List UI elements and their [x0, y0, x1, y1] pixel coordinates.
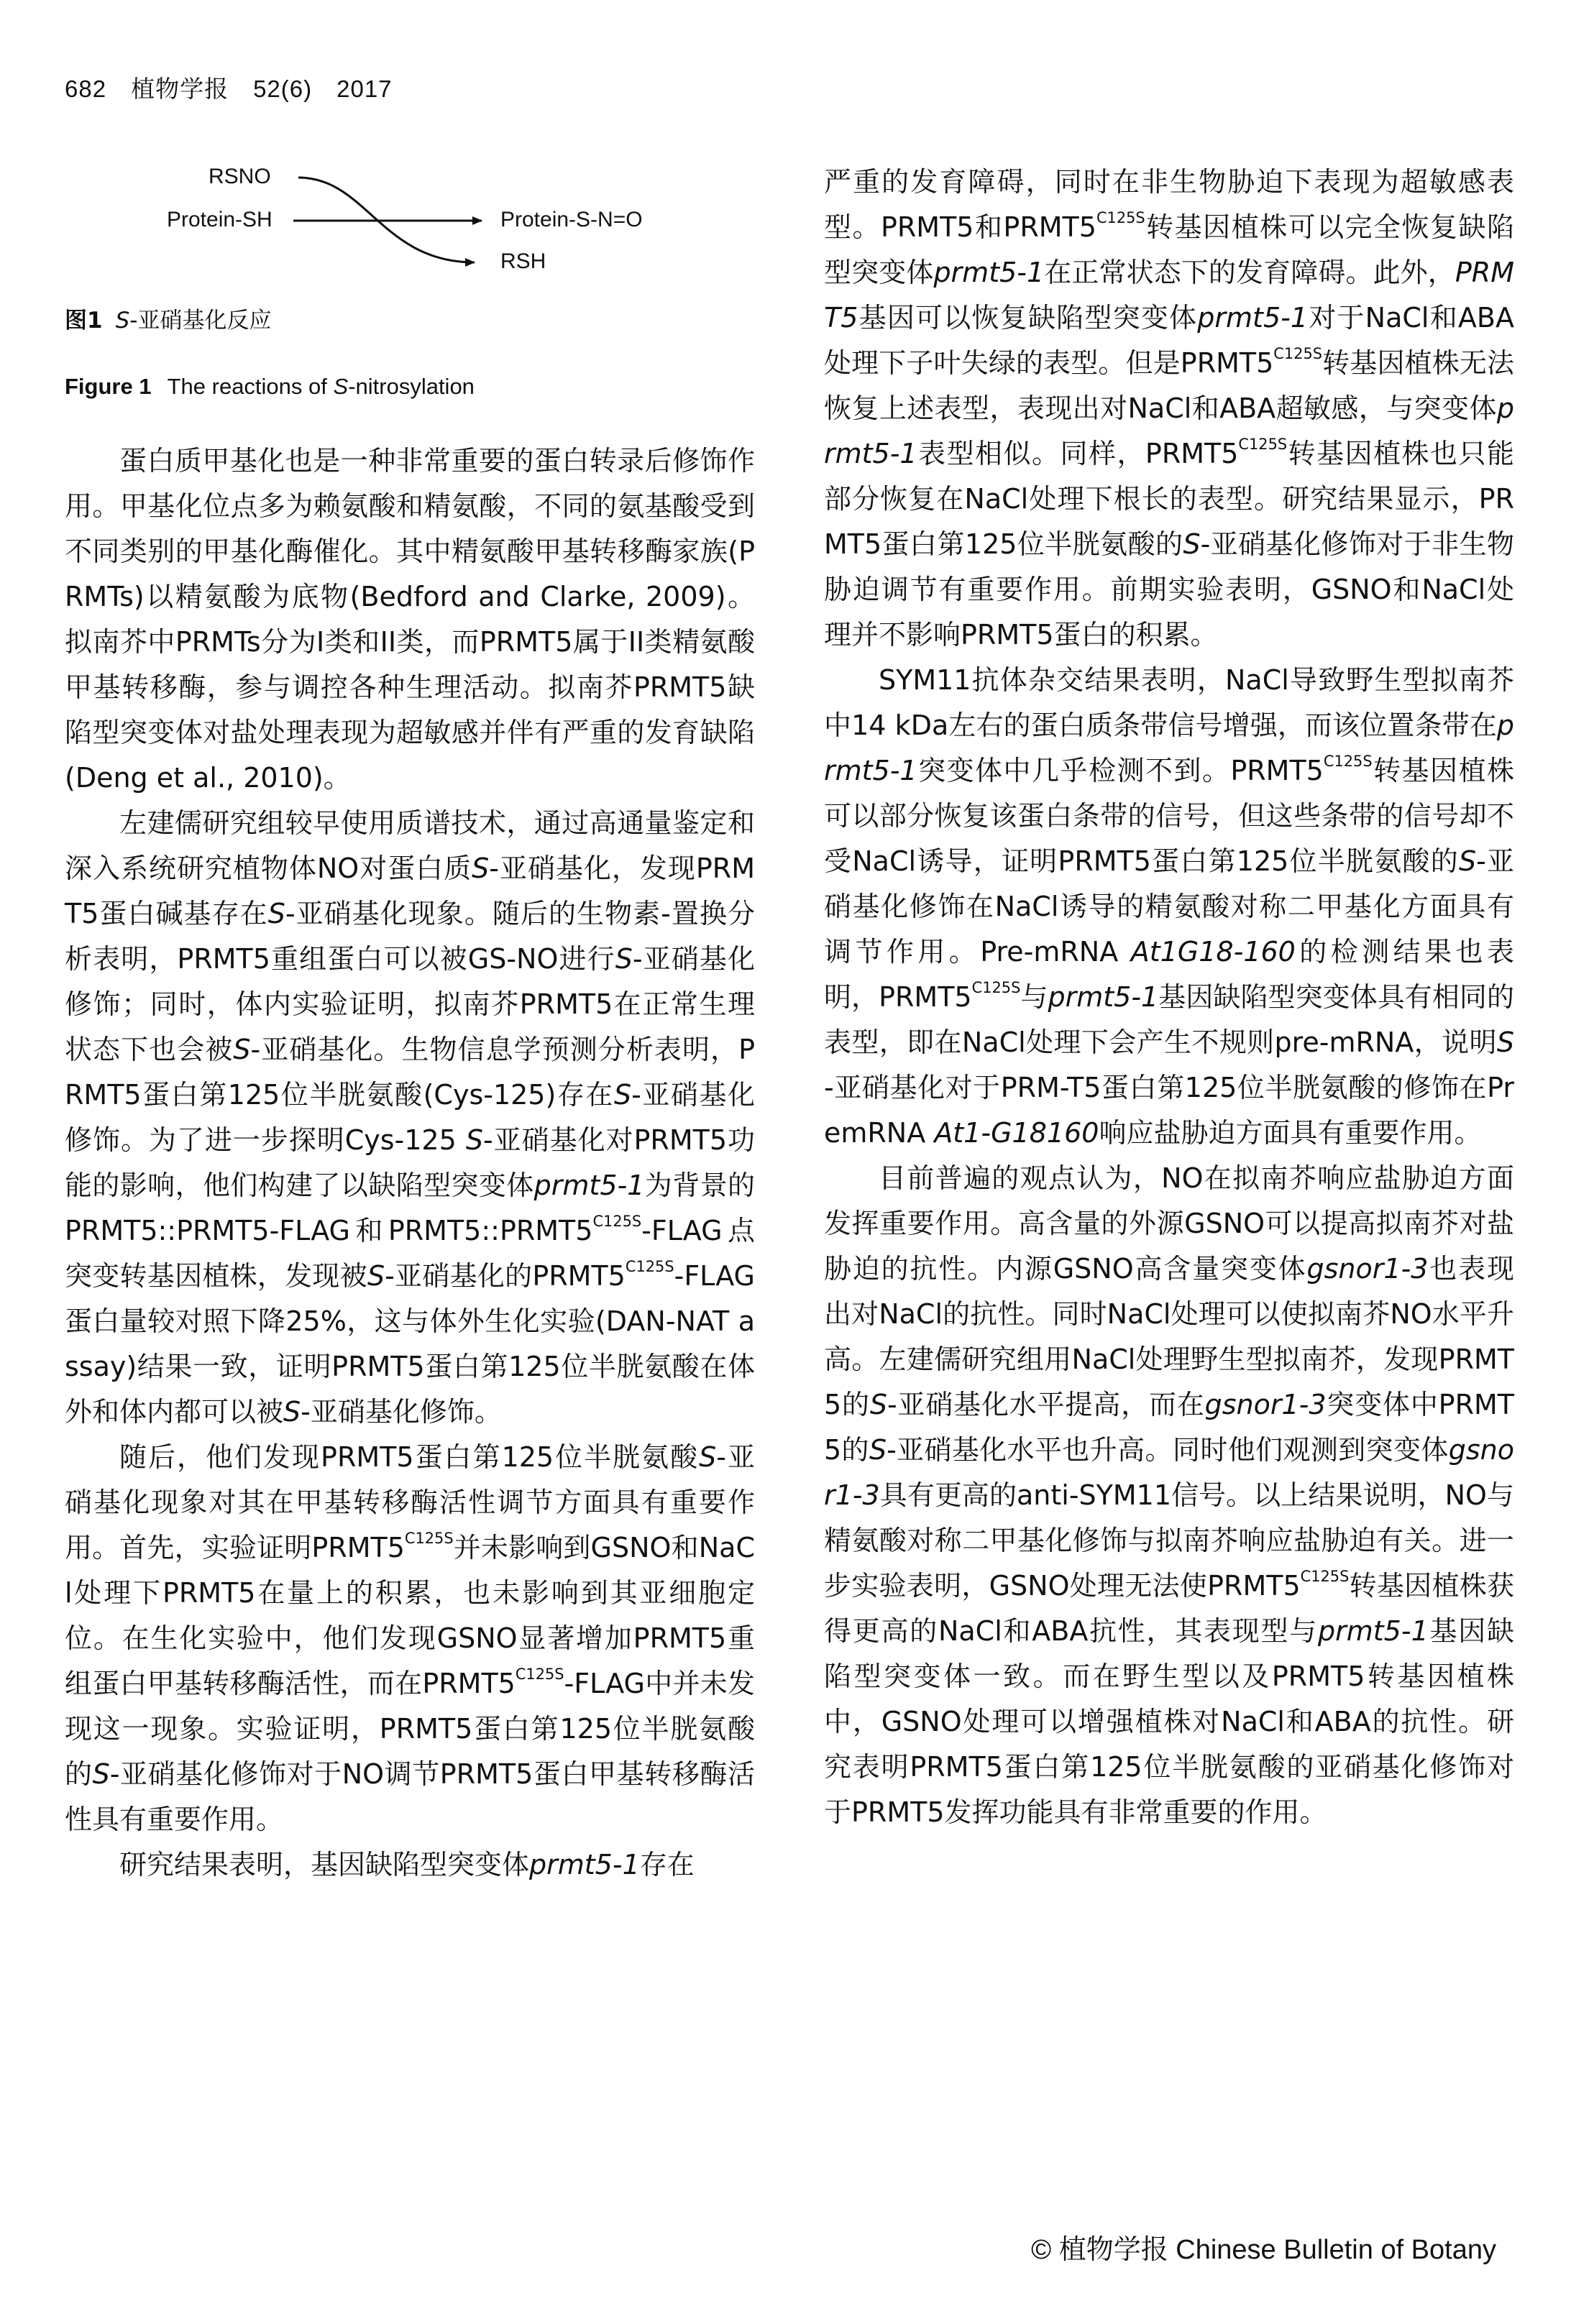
paragraph-zuo-group: 左建儒研究组较早使用质谱技术，通过高通量鉴定和深入系统研究植物体NO对蛋白质S-亚硝基化，发现PRMT5蛋白碱基存在S-亚硝基化现象。随后的生物素-置换分析表明，PRMT5重组蛋白可以被GS-NO进行S-亚硝基化修饰；同时，体内实验证明，拟南芥PRMT5在正常生理状态下也会被S-亚硝基化。生物信息学预测分析表明，PRMT5蛋白第125位半胱氨酸(Cys-125)存在S-亚硝基化修饰。为了进一步探明Cys-125 S-亚硝基化对PRMT5功能的影响，他们构建了以缺陷型突变体prmt5-1为背景的PRMT5::PRMT5-FLAG和$PRMT5::PRMT5^{C125S}$-FLAG点突变转基因植株，发现被S-亚硝基化的$PRMT5^{C125S}$-FLAG蛋白量较对照下降25%，这与体外生化实验(DAN-NAT assay)结果一致，证明PRMT5蛋白第125位半胱氨酸在体外和体内都可以被S-亚硝基化修饰。: [65, 807, 756, 1428]
label-rsno: RSNO: [209, 165, 271, 188]
paragraph-methylation: 蛋白质甲基化也是一种非常重要的蛋白转录后修饰作用。甲基化位点多为赖氨酸和精氨酸，不同的氨基酸受到不同类别的甲基化酶催化。其中精氨酸甲基转移酶家族(PRMTs)以精氨酸为底物(Bedford and Clarke, 2009)。拟南芥中PRMTs分为I类和II类，而PRMT5属于II类精氨酸甲基转移酶，参与调控各种生理活动。拟南芥PRMT5缺陷型突变体对盐处理表现为超敏感并伴有严重的发育缺陷(Deng et al., 2010)。: [65, 445, 755, 794]
year: 2017: [336, 75, 393, 102]
figure-number-cn: 图1: [65, 308, 103, 334]
figure-caption-cn: 图1 S-亚硝基化反应: [65, 308, 272, 334]
copyright-footer: © 植物学报 Chinese Bulletin of Botany: [1031, 2235, 1496, 2265]
paragraph-methyltransferase-activity: 随后，他们发现PRMT5蛋白第125位半胱氨酸S-亚硝基化现象对其在甲基转移酶活性调节方面具有重要作用。首先，实验证明$PRMT5^{C125S}$并未影响到GSNO和NaCl处理下PRMT5在量上的积累，也未影响到其亚细胞定位。在生化实验中，他们发现GSNO显著增加PRMT5重组蛋白甲基转移酶活性，而在$PRMT5^{C125S}$-FLAG中并未发现这一现象。实验证明，PRMT5蛋白第125位半胱氨酸的S-亚硝基化修饰对于NO调节PRMT5蛋白甲基转移酶活性具有重要作用。: [65, 1441, 756, 1835]
paragraph-mutant-results-continued: 严重的发育障碍，同时在非生物胁迫下表现为超敏感表型。PRMT5和$PRMT5^{C125S}$转基因植株可以完全恢复缺陷型突变体prmt5-1在正常状态下的发育障碍。此外，PRMT5基因可以恢复缺陷型突变体prmt5-1对于NaCl和ABA处理下子叶失绿的表型。但是$PRMT5^{C125S}$转基因植株无法恢复上述表型，表现出对NaCl和ABA超敏感，与突变体prmt5-1表型相似。同样，$PRMT5^{C125S}$转基因植株也只能部分恢复在NaCl处理下根长的表型。研究结果显示，PRMT5蛋白第125位半胱氨酸的S-亚硝基化修饰对于非生物胁迫调节有重要作用。前期实验表明，GSNO和NaCl处理并不影响PRMT5蛋白的积累。: [824, 166, 1514, 651]
page-number: 682: [65, 75, 107, 102]
figure-number-en: Figure 1: [65, 374, 152, 399]
label-protein-sh: Protein-SH: [167, 208, 272, 231]
paragraph-sym11: SYM11抗体杂交结果表明，NaCl导致野生型拟南芥中14 kDa左右的蛋白质条带信号增强，而该位置条带在prmt5-1突变体中几乎检测不到。$PRMT5^{C125S}$转基因植株可以部分恢复该蛋白条带的信号，但这些条带的信号却不受NaCl诱导，证明PRMT5蛋白第125位半胱氨酸的S-亚硝基化修饰在NaCl诱导的精氨酸对称二甲基化方面具有调节作用。Pre-mRNA At1G18-160的检测结果也表明，$PRMT5^{C125S}$与prmt5-1基因缺陷型突变体具有相同的表型，即在NaCl处理下会产生不规则pre-mRNA，说明S-亚硝基化对于PRM-T5蛋白第125位半胱氨酸的修饰在PremRNA At1-G18160响应盐胁迫方面具有重要作用。: [824, 664, 1515, 1149]
right-column: [824, 160, 1514, 1835]
volume-issue: 52(6): [253, 75, 313, 102]
paragraph-mutant-results-start: 研究结果表明，基因缺陷型突变体prmt5-1存在: [119, 1849, 695, 1880]
paragraph-salt-stress: 目前普遍的观点认为，NO在拟南芥响应盐胁迫方面发挥重要作用。高含量的外源GSNO可以提高拟南芥对盐胁迫的抗性。内源GSNO高含量突变体gsnor1-3也表现出对NaCl的抗性。同时NaCl处理可以使拟南芥NO水平升高。左建儒研究组用NaCl处理野生型拟南芥，发现PRMT5的S-亚硝基化水平提高，而在gsnor1-3突变体中PRMT5的S-亚硝基化水平也升高。同时他们观测到突变体gsnor1-3具有更高的anti-SYM11信号。以上结果说明，NO与精氨酸对称二甲基化修饰与拟南芥响应盐胁迫有关。进一步实验表明，GSNO处理无法使$PRMT5^{C125S}$转基因植株获得更高的NaCl和ABA抗性，其表现型与prmt5-1基因缺陷型突变体一致。而在野生型以及PRMT5转基因植株中，GSNO处理可以增强植株对NaCl和ABA的抗性。研究表明PRMT5蛋白第125位半胱氨酸的亚硝基化修饰对于PRMT5发挥功能具有非常重要的作用。: [824, 1162, 1514, 1828]
left-column: [65, 438, 755, 1888]
label-protein-s-n-o: Protein-S-N=O: [500, 208, 643, 231]
running-header: [65, 70, 417, 104]
journal-name: 植物学报: [131, 75, 229, 102]
figure-1-diagram: [65, 155, 784, 298]
label-rsh: RSH: [500, 249, 546, 273]
figure-caption-en: Figure 1 The reactions of S-nitrosylation: [65, 374, 475, 399]
